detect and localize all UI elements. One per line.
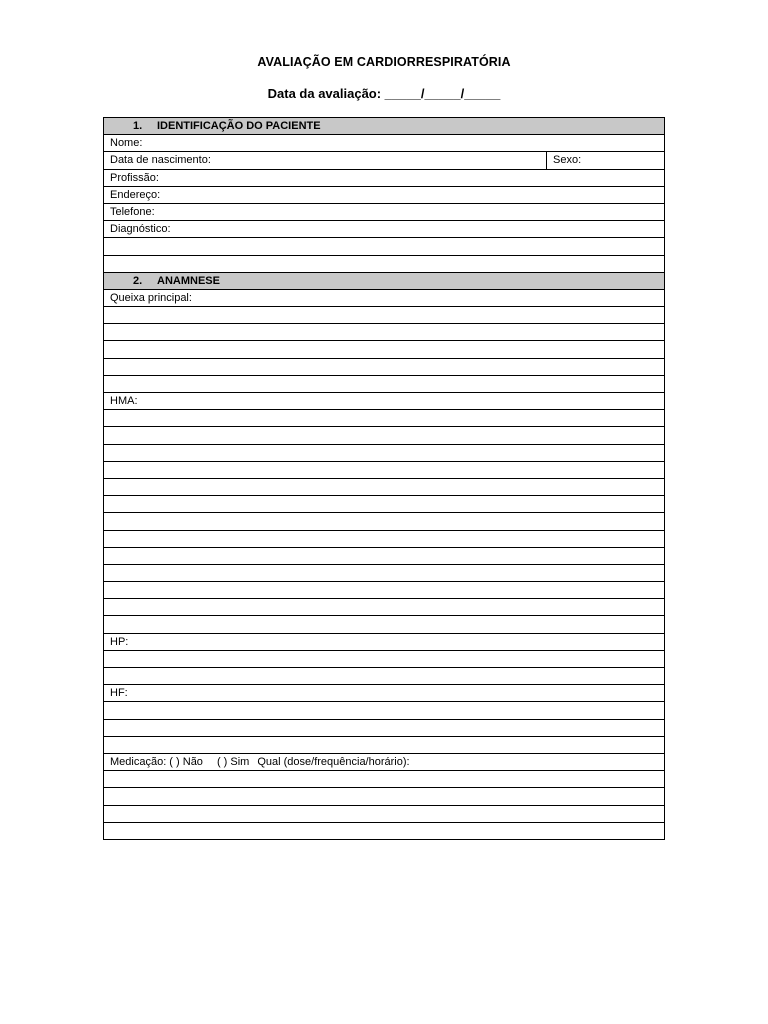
blank-line[interactable] <box>104 513 664 530</box>
blank-line[interactable] <box>104 359 664 376</box>
field-sex[interactable]: Sexo: <box>553 154 582 167</box>
blank-line[interactable] <box>104 548 664 565</box>
field-chief-complaint[interactable]: Queixa principal: <box>104 290 664 307</box>
blank-line[interactable] <box>104 823 664 840</box>
blank-line[interactable] <box>104 668 664 685</box>
section-number: 1. <box>133 120 143 132</box>
blank-line[interactable] <box>104 496 664 513</box>
blank-line[interactable] <box>104 531 664 548</box>
blank-line[interactable] <box>104 256 664 273</box>
medication-which-label: Qual (dose/frequência/horário): <box>257 755 410 768</box>
blank-line[interactable] <box>104 376 664 393</box>
section-title: IDENTIFICAÇÃO DO PACIENTE <box>157 120 321 132</box>
field-medication[interactable] <box>104 754 664 771</box>
blank-line[interactable] <box>104 806 664 823</box>
blank-line[interactable] <box>104 720 664 737</box>
blank-line[interactable] <box>104 445 664 462</box>
section-header-identification <box>104 118 664 135</box>
blank-line[interactable] <box>104 238 664 255</box>
blank-line[interactable] <box>104 324 664 341</box>
blank-line[interactable] <box>104 582 664 599</box>
blank-line[interactable] <box>104 410 664 427</box>
section-number: 2. <box>133 274 143 287</box>
blank-line[interactable] <box>104 737 664 754</box>
blank-line[interactable] <box>104 307 664 324</box>
blank-line[interactable] <box>104 565 664 582</box>
field-hma[interactable]: HMA: <box>104 393 664 410</box>
field-phone[interactable]: Telefone: <box>104 204 664 221</box>
field-profession[interactable]: Profissão: <box>104 170 664 187</box>
blank-line[interactable] <box>104 616 664 633</box>
field-hp[interactable]: HP: <box>104 634 664 651</box>
blank-line[interactable] <box>104 479 664 496</box>
blank-line[interactable] <box>104 788 664 805</box>
medication-yes-option[interactable]: ( ) Sim <box>216 755 250 768</box>
document-title: AVALIAÇÃO EM CARDIORRESPIRATÓRIA <box>257 55 511 69</box>
section-header-anamnesis <box>104 273 664 290</box>
field-address[interactable]: Endereço: <box>104 187 664 204</box>
blank-line[interactable] <box>104 462 664 479</box>
field-birth-date[interactable]: Data de nascimento: <box>104 152 547 168</box>
field-name[interactable]: Nome: <box>104 135 664 152</box>
medication-no-option[interactable]: Medicação: ( ) Não <box>110 755 203 768</box>
section-title: ANAMNESE <box>157 274 220 287</box>
evaluation-date: Data da avaliação: _____/_____/_____ <box>267 86 501 101</box>
blank-line[interactable] <box>104 771 664 788</box>
field-row-birth-sex <box>104 152 664 169</box>
blank-line[interactable] <box>104 341 664 358</box>
blank-line[interactable] <box>104 702 664 719</box>
field-hf[interactable]: HF: <box>104 685 664 702</box>
field-diagnosis[interactable]: Diagnóstico: <box>104 221 664 238</box>
blank-line[interactable] <box>104 599 664 616</box>
evaluation-form <box>103 117 665 840</box>
blank-line[interactable] <box>104 651 664 668</box>
blank-line[interactable] <box>104 427 664 444</box>
